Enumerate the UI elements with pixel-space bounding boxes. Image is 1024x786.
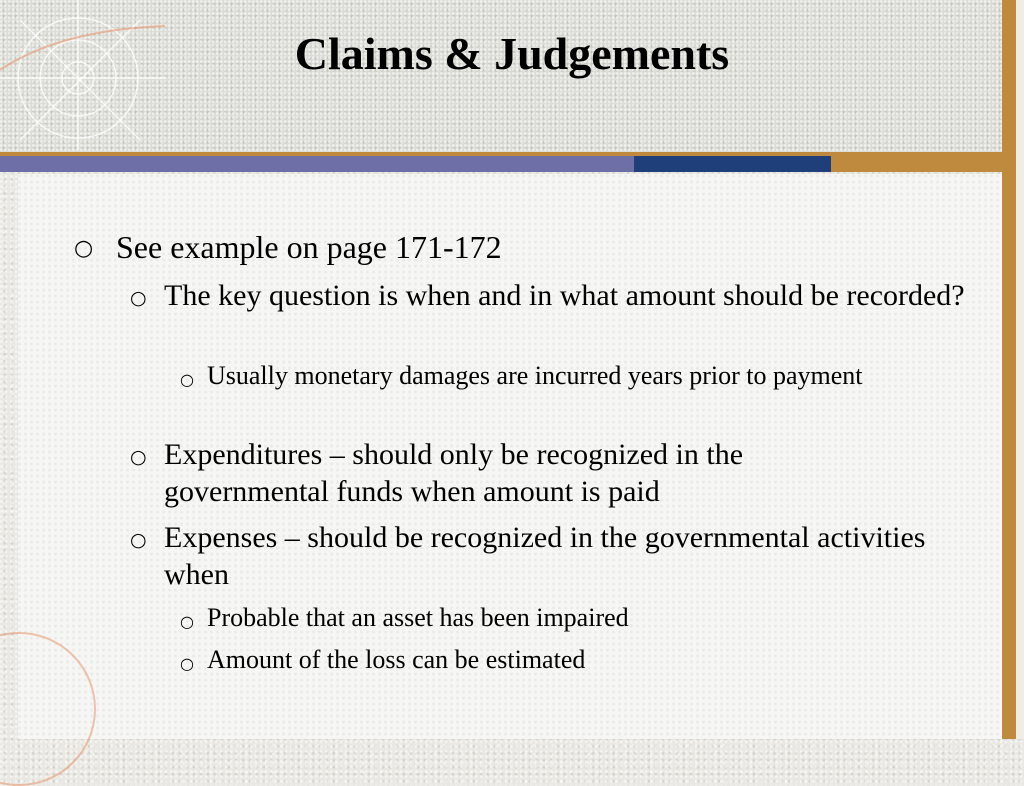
bullet-icon: ○ (130, 287, 147, 309)
bullet-icon: ○ (130, 529, 147, 551)
bullet-item (74, 229, 976, 265)
bullet-item (130, 436, 914, 510)
bullet-text: Expenses – should be recognized in the governmental activities when (164, 521, 926, 591)
bullet-text: The key question is when and in what amount should be recorded? (164, 279, 965, 312)
bullet-item (130, 277, 974, 314)
title-rule-light-blue (0, 156, 634, 172)
right-edge-strip (1016, 0, 1024, 739)
bullet-icon: ○ (130, 446, 147, 468)
bullet-icon: ○ (74, 236, 94, 261)
bullet-item (180, 643, 947, 676)
bullet-item (180, 601, 947, 634)
bullet-text: Expenditures – should only be recognized in the governmental funds when amount is paid (164, 438, 744, 508)
bullet-icon: ○ (180, 370, 194, 389)
bullet-text: Probable that an asset has been impaired (207, 603, 629, 632)
bullet-icon: ○ (180, 612, 194, 631)
bullet-text: Usually monetary damages are incurred years prior to payment (207, 361, 863, 390)
title-rule-dark-blue (634, 156, 831, 172)
bullet-icon: ○ (180, 654, 194, 673)
bullet-item (180, 359, 947, 392)
bullet-text: Amount of the loss can be estimated (207, 645, 586, 674)
slide-title: Claims & Judgements (294, 28, 730, 79)
title-rule-gold-tail (831, 156, 1002, 172)
bullet-item (130, 519, 974, 593)
bullet-text: See example on page 171-172 (116, 229, 502, 265)
